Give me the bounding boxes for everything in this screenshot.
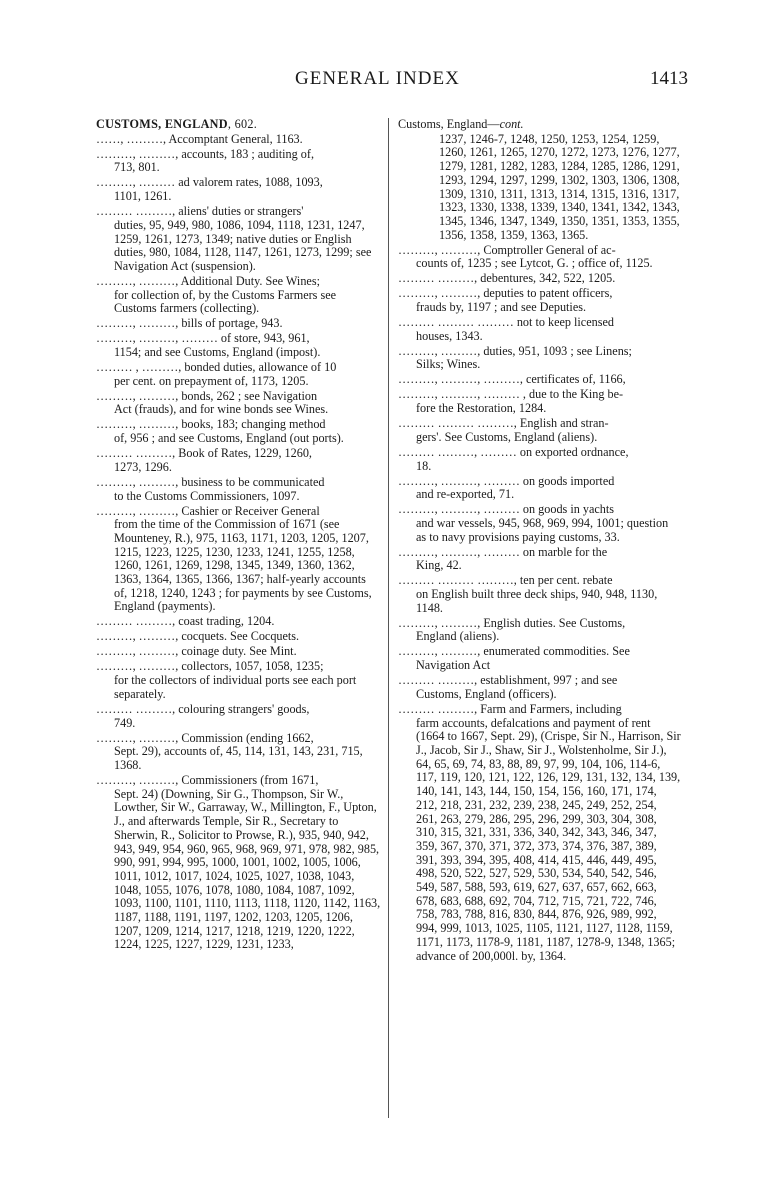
entry-first-line: ………, ………, ……… of store, 943, 961, — [96, 331, 310, 346]
entry-continuation: on English built three deck ships, 940, 948, 1130, 1148. — [416, 587, 658, 615]
page-number: 1413 — [650, 68, 688, 89]
index-entry — [398, 446, 681, 473]
index-entry — [96, 361, 381, 388]
entry-continuation: Sept. 24) (Downing, Sir G., Thompson, Sir W., Lowther, Sir W., Garraway, W., Millington, F., Upton, J., and afterwards Temple, Sir R., Secretary to Sherwin, R., Solicitor to Prowse, R.), 935, 940, 942, 943, 949, 954, 960, 965, 968, 969, 971, 978, 982, 985, 990, 991, 994, 995, 1000, 1001, 1002, 1005, 1006, 1011, 1012, 1017, 1024, 1025, 1027, 1038, 1043, 1048, 1055, 1076, 1078, 1080, 1084, 1087, 1092, 1093, 1100, 1101, 1110, 1113, 1118, 1120, 1142, 1163, 1187, 1188, 1191, 1197, 1202, 1203, 1205, 1206, 1207, 1209, 1214, 1217, 1218, 1219, 1220, 1222, 1224, 1225, 1227, 1229, 1231, 1233, — [114, 786, 381, 952]
entry-first-line: ……… ………, Book of Rates, 1229, 1260, — [96, 446, 312, 461]
column-divider — [388, 118, 389, 1118]
index-entry — [96, 505, 381, 615]
index-entry — [398, 373, 681, 387]
continued-references: 1237, 1246-7, 1248, 1250, 1253, 1254, 1259, 1260, 1261, 1265, 1270, 1272, 1273, 1276, 1277, 1279, 1281, 1282, 1283, 1284, 1285, 1286, 1291, 1293, 1294, 1297, 1299, 1302, 1303, 1306, 1308, 1309, 1310, 1311, 1313, 1314, 1315, 1316, 1317, 1323, 1330, 1338, 1339, 1340, 1341, 1342, 1343, 1345, 1346, 1347, 1349, 1350, 1351, 1353, 1355, 1356, 1358, 1359, 1363, 1365. — [439, 131, 680, 242]
entry-continuation: of, 956 ; and see Customs, England (out ports). — [114, 431, 344, 446]
entry-continuation: 1273, 1296. — [114, 459, 172, 474]
entry-first-line: ………, ………, accounts, 183 ; auditing of, — [96, 146, 314, 161]
entry-first-line: ………, ………, English duties. See Customs, — [398, 615, 626, 630]
index-entry — [96, 660, 381, 701]
entry-first-line: ……… ………, ……… on exported ordnance, — [398, 444, 629, 459]
left-column — [96, 118, 381, 953]
page-header — [0, 68, 770, 98]
index-entry — [96, 133, 381, 147]
entry-continuation: counts of, 1235 ; see Lytcot, G. ; office of, 1125. — [416, 256, 653, 271]
index-entry — [398, 574, 681, 615]
entry-continuation: to the Customs Commissioners, 1097. — [114, 488, 300, 503]
index-entry — [96, 630, 381, 644]
entry-continuation: King, 42. — [416, 558, 462, 573]
entry-continuation: 1154; and see Customs, England (impost). — [114, 345, 321, 360]
entry-continuation: gers'. See Customs, England (aliens). — [416, 429, 598, 444]
left-entry-list — [96, 133, 381, 952]
entry-first-line: ……… ………, Farm and Farmers, including — [398, 701, 622, 716]
index-entry — [96, 332, 381, 359]
entry-continuation: 1101, 1261. — [114, 189, 172, 204]
entry-first-line: ……, ………, Accomptant General, 1163. — [96, 131, 303, 146]
index-entry — [96, 615, 381, 629]
entry-first-line: ………, ………, Commissioners (from 1671, — [96, 772, 319, 787]
entry-continuation: Sept. 29), accounts of, 45, 114, 131, 143, 231, 715, 1368. — [114, 744, 363, 772]
continued-heading — [398, 118, 681, 132]
entry-first-line: ……… ………, aliens' duties or strangers' — [96, 204, 304, 219]
index-entry — [398, 316, 681, 343]
entry-continuation: frauds by, 1197 ; and see Deputies. — [416, 300, 587, 315]
entry-first-line: ………, ………, Comptroller General of ac- — [398, 242, 616, 257]
entry-continuation: Act (frauds), and for wine bonds see Wines. — [114, 402, 329, 417]
index-entry — [398, 388, 681, 415]
index-entry — [398, 475, 681, 502]
entry-first-line: ……… ……… ……… not to keep licensed — [398, 315, 614, 330]
heading-term: CUSTOMS, ENGLAND — [96, 117, 228, 131]
entry-first-line: ………, ………, bonds, 262 ; see Navigation — [96, 388, 318, 403]
entry-first-line: ………, ………, cocquets. See Cocquets. — [96, 629, 300, 644]
entry-continuation: 713, 801. — [114, 160, 160, 175]
continued-suffix: cont. — [499, 117, 524, 131]
index-entry — [398, 272, 681, 286]
right-column — [398, 118, 681, 965]
entry-first-line: ………, ………, collectors, 1057, 1058, 1235; — [96, 659, 324, 674]
index-entry — [96, 317, 381, 331]
entry-continuation: Customs, England (officers). — [416, 686, 557, 701]
index-entry — [398, 287, 681, 314]
entry-first-line: ……… ………, debentures, 342, 522, 1205. — [398, 271, 616, 286]
index-entry — [96, 774, 381, 952]
index-entry — [398, 244, 681, 271]
index-entry — [96, 148, 381, 175]
entry-first-line: ………, ……… ad valorem rates, 1088, 1093, — [96, 175, 323, 190]
entry-first-line: ………, ………, ………, certificates of, 1166, — [398, 372, 626, 387]
index-entry — [398, 546, 681, 573]
entry-first-line: ………, ………, ……… on marble for the — [398, 544, 608, 559]
index-entry — [96, 205, 381, 274]
entry-first-line: ……… ………, colouring strangers' goods, — [96, 701, 310, 716]
entry-first-line: ………, ………, ……… , due to the King be- — [398, 387, 624, 402]
index-entry — [96, 176, 381, 203]
entry-first-line: ………, ………, coinage duty. See Mint. — [96, 644, 297, 659]
entry-first-line: ………, ………, business to be communicated — [96, 474, 325, 489]
entry-continuation: farm accounts, defalcations and payment of rent (1664 to 1667, Sept. 29), (Crispe, Sir N., Harrison, Sir J., Jacob, Sir J., Shaw, Sir J., Wolstenholme, Sir J.), 64, 65, 69, 74, 83, 88, 89, 97, 99, 104, 106, 114-6, 117, 119, 120, 121, 122, 126, 129, 131, 132, 134, 139, 140, 141, 143, 144, 150, 154, 156, 160, 171, 174, 212, 218, 231, 232, 239, 238, 245, 249, 252, 254, 261, 263, 279, 286, 295, 296, 299, 303, 304, 308, 310, 315, 321, 331, 336, 340, 342, 343, 346, 347, 359, 367, 370, 371, 372, 373, 374, 376, 387, 389, 391, 393, 394, 395, 408, 414, 415, 446, 449, 495, 498, 520, 522, 527, 529, 530, 534, 540, 542, 546, 549, 587, 588, 593, 619, 627, 637, 657, 662, 663, 678, 683, 688, 692, 704, 712, 715, 721, 722, 746, 758, 783, 788, 816, 830, 844, 876, 926, 989, 992, 994, 999, 1013, 1025, 1105, 1121, 1127, 1128, 1159, 1171, 1173, 1178-9, 1181, 1187, 1278-9, 1348, 1365; advance of 200,000l. by, 1364. — [416, 715, 681, 963]
entry-first-line: ………, ………, enumerated commodities. See — [398, 644, 630, 659]
continued-label: Customs, England— — [398, 117, 500, 131]
entry-continuation: per cent. on prepayment of, 1173, 1205. — [114, 373, 309, 388]
right-entry-list — [398, 244, 681, 964]
index-entry — [398, 703, 681, 963]
entry-continuation: Navigation Act — [416, 658, 491, 673]
entry-continuation: 18. — [416, 458, 432, 473]
entry-first-line: ……… ………, coast trading, 1204. — [96, 614, 275, 629]
entry-continuation: England (aliens). — [416, 629, 500, 644]
entry-first-line: ………, ………, books, 183; changing method — [96, 417, 326, 432]
entry-first-line: ………, ………, ……… on goods in yachts — [398, 502, 614, 517]
entry-first-line: ……… ………, establishment, 997 ; and see — [398, 673, 618, 688]
entry-first-line: ………, ………, ……… on goods imported — [398, 473, 615, 488]
entry-first-line: ……… ……… ………, ten per cent. rebate — [398, 573, 613, 588]
index-entry — [96, 703, 381, 730]
entry-continuation: for the collectors of individual ports see each port separately. — [114, 673, 357, 701]
index-heading — [96, 118, 381, 132]
entry-first-line: ……… ……… ………, English and stran- — [398, 416, 609, 431]
entry-continuation: 749. — [114, 715, 136, 730]
entry-continuation: fore the Restoration, 1284. — [416, 401, 547, 416]
index-entry — [96, 275, 381, 316]
entry-first-line: ………, ………, Additional Duty. See Wines; — [96, 273, 320, 288]
index-entry — [96, 732, 381, 773]
index-entry — [398, 503, 681, 544]
entry-continuation: and war vessels, 945, 968, 969, 994, 1001; question as to navy provisions paying customs, 33. — [416, 515, 669, 544]
entry-first-line: ………, ………, Commission (ending 1662, — [96, 730, 314, 745]
index-entry — [96, 447, 381, 474]
heading-reference: , 602. — [227, 117, 258, 131]
entry-first-line: ………, ………, Cashier or Receiver General — [96, 503, 320, 518]
entry-continuation: Silks; Wines. — [416, 357, 481, 372]
entry-first-line: ………, ………, deputies to patent officers, — [398, 286, 613, 301]
index-entry — [96, 390, 381, 417]
running-title: GENERAL INDEX — [295, 68, 460, 89]
index-entry — [96, 476, 381, 503]
index-entry — [96, 645, 381, 659]
index-entry — [398, 617, 681, 644]
index-entry — [96, 418, 381, 445]
entry-continuation: from the time of the Commission of 1671 (see Mounteney, R.), 975, 1163, 1171, 1203, 1205, 1207, 1215, 1223, 1225, 1230, 1233, 1241, 1255, 1258, 1260, 1261, 1269, 1298, 1345, 1349, 1360, 1362, 1363, 1364, 1365, 1366, 1367; half-yearly accounts of, 1218, 1240, 1243 ; for payments by see Customs, England (payments). — [114, 517, 372, 614]
entry-continuation: duties, 95, 949, 980, 1086, 1094, 1118, 1231, 1247, 1259, 1261, 1273, 1349; native duties or English duties, 980, 1084, 1128, 1147, 1261, 1273, 1299; see Navigation Act (suspension). — [114, 217, 372, 273]
index-entry — [398, 674, 681, 701]
entry-continuation: for collection of, by the Customs Farmers see Customs farmers (collecting). — [114, 287, 337, 316]
index-entry — [398, 645, 681, 672]
index-entry — [398, 417, 681, 444]
entry-first-line: ……… , ………, bonded duties, allowance of 10 — [96, 360, 337, 375]
entry-first-line: ………, ………, duties, 951, 1093 ; see Linens; — [398, 343, 632, 358]
entry-continuation: houses, 1343. — [416, 328, 483, 343]
entry-first-line: ………, ………, bills of portage, 943. — [96, 316, 283, 331]
index-entry — [398, 345, 681, 372]
entry-continuation: and re-exported, 71. — [416, 487, 515, 502]
